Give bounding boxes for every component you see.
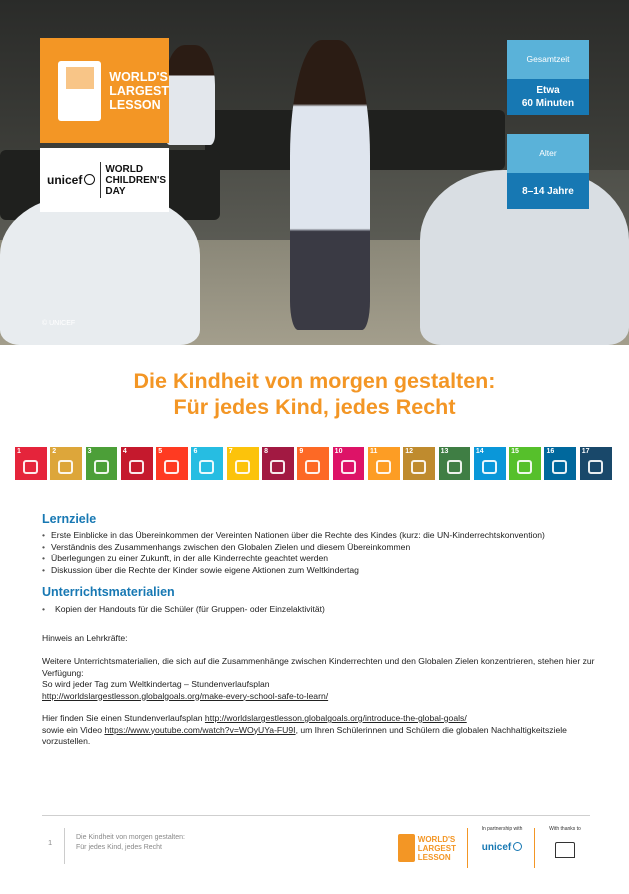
- sdg-pictogram: [199, 460, 214, 474]
- sdg-number: 8: [264, 448, 268, 455]
- sdg-goal-7-icon: [227, 447, 259, 480]
- thanks-label: With thanks to: [549, 826, 581, 832]
- seated-child: [0, 195, 200, 345]
- wcd-text-line: WORLD: [105, 163, 144, 175]
- sdg-icon-row: [15, 447, 612, 480]
- sdg-number: 6: [193, 448, 198, 455]
- logo-text-line: LARGEST: [417, 843, 456, 853]
- learning-goals-list: [42, 530, 602, 576]
- lesson-plan-link[interactable]: http://worldslargestlesson.globalgoals.org/make-every-school-safe-to-learn/: [42, 690, 329, 701]
- total-time-value: [507, 79, 589, 115]
- sdg-number: 12: [405, 448, 414, 455]
- sdg-goal-15-icon: [509, 447, 541, 480]
- logo-text-line: LESSON: [417, 852, 451, 862]
- sdg-number: 14: [475, 448, 484, 455]
- sdg-goal-9-icon: [297, 447, 329, 480]
- worlds-largest-lesson-logo: [40, 38, 169, 143]
- sdg-pictogram: [23, 460, 38, 474]
- total-time-label: Gesamtzeit: [507, 40, 589, 79]
- logo-text-line: LESSON: [109, 97, 161, 112]
- logo-text-line: WORLD'S: [417, 834, 456, 844]
- list-item: • Überlegungen zu einer Zukunft, in der alle Kinderrechte geachtet werden: [42, 553, 602, 565]
- total-time-box: [507, 40, 589, 115]
- sdg-pictogram: [517, 460, 532, 474]
- sdg-number: 3: [87, 448, 92, 455]
- unicef-globe-icon: [84, 174, 95, 185]
- page-number: 1: [48, 838, 53, 847]
- materials-list: [42, 604, 602, 616]
- wcd-text-line: CHILDREN'S: [105, 174, 167, 186]
- footer-title-line: Für jedes Kind, jedes Recht: [76, 844, 162, 851]
- footer-divider: [64, 828, 65, 864]
- age-label: Alter: [507, 134, 589, 173]
- sdg-pictogram: [270, 460, 285, 474]
- seated-child: [165, 45, 215, 145]
- unicef-wordmark: unicef: [47, 173, 95, 187]
- sdg-goal-13-icon: [439, 447, 471, 480]
- wcd-text-line: DAY: [105, 185, 126, 197]
- book-icon: [398, 834, 415, 862]
- sdg-number: 10: [334, 448, 343, 455]
- sdg-pictogram: [305, 460, 320, 474]
- sdg-goal-6-icon: [191, 447, 223, 480]
- page-title: [0, 368, 629, 420]
- global-goals-paragraph: [42, 713, 602, 748]
- book-icon: [58, 61, 101, 121]
- footer-unesco-logo: [542, 826, 588, 858]
- video-link[interactable]: https://www.youtube.com/watch?v=WOyUYa-FU9I: [104, 724, 296, 735]
- footer-logo-divider: [467, 828, 468, 868]
- title-line: Für jedes Kind, jedes Recht: [173, 395, 456, 419]
- sdg-pictogram: [94, 460, 109, 474]
- lesson-content: [42, 512, 602, 748]
- sdg-goal-11-icon: [368, 447, 400, 480]
- sdg-number: 15: [511, 448, 519, 455]
- sdg-number: 4: [122, 448, 127, 455]
- sdg-goal-8-icon: [262, 447, 294, 480]
- sdg-number: 16: [546, 448, 555, 455]
- age-value: 8–14 Jahre: [507, 173, 589, 209]
- title-line: Die Kindheit von morgen gestalten:: [133, 369, 496, 393]
- paragraph-text: sowie ein Video: [42, 724, 105, 735]
- unicef-world-childrens-day-logo: [40, 148, 169, 212]
- list-item: • Diskussion über die Rechte der Kinder sowie eigene Aktionen zum Weltkindertag: [42, 565, 602, 577]
- sdg-pictogram: [447, 460, 462, 474]
- partnership-label: In partnership with: [481, 826, 523, 832]
- logo-divider: [100, 162, 101, 198]
- materials-heading: Unterrichtsmaterialien: [42, 585, 175, 599]
- sdg-pictogram: [588, 460, 603, 474]
- unicef-globe-icon: [513, 842, 522, 851]
- list-item: • Verständnis des Zusammenhangs zwischen den Globalen Zielen und diesem Übereinkommen: [42, 542, 602, 554]
- sdg-goal-16-icon: [544, 447, 576, 480]
- paragraph-text: , um Ihren Schülerinnen und Schülern die globalen Nachhaltigkeitsziele vorzustellen.: [42, 724, 567, 746]
- unicef-wordmark: unicef: [477, 842, 527, 853]
- sdg-goal-2-icon: [50, 447, 82, 480]
- teacher-note-paragraph: Weitere Unterrichtsmaterialien, die sich auf die Zusammenhänge zwischen Kinderrechten und den Globalen Zielen konzentrieren, stehen hier zur Verfügung:: [42, 656, 595, 678]
- sdg-pictogram: [341, 460, 356, 474]
- sdg-goal-12-icon: [403, 447, 435, 480]
- sdg-pictogram: [411, 460, 426, 474]
- sdg-number: 9: [299, 448, 304, 455]
- standing-child: [290, 40, 370, 330]
- sdg-pictogram: [129, 460, 144, 474]
- footer-logo-divider: [534, 828, 535, 868]
- sdg-number: 1: [17, 448, 21, 455]
- sdg-number: 17: [581, 448, 590, 455]
- sdg-number: 13: [440, 448, 449, 455]
- photo-copyright: © UNICEF: [42, 320, 76, 327]
- unesco-temple-icon: [555, 842, 575, 858]
- footer-title: [76, 833, 185, 853]
- sdg-number: 7: [228, 448, 233, 455]
- footer-title-line: Die Kindheit von morgen gestalten:: [76, 834, 185, 841]
- learning-goals-heading: Lernziele: [42, 512, 97, 526]
- list-item: • Erste Einblicke in das Übereinkommen der Vereinten Nationen über die Rechte des Kindes (kurz: die UN-Kinderrechtskonvention): [42, 530, 602, 542]
- sdg-pictogram: [376, 460, 391, 474]
- teacher-note-heading: Hinweis an Lehrkräfte:: [42, 632, 128, 643]
- sdg-pictogram: [58, 460, 73, 474]
- sdg-goal-14-icon: [474, 447, 506, 480]
- sdg-number: 2: [52, 448, 57, 455]
- total-time-value-line: 60 Minuten: [521, 98, 575, 109]
- sdg-pictogram: [552, 460, 567, 474]
- footer-wll-logo: [398, 824, 456, 872]
- age-box: [507, 134, 589, 209]
- sdg-pictogram: [235, 460, 250, 474]
- lesson-plan-link-title[interactable]: So wird jeder Tag zum Weltkindertag – Stundenverlaufsplan: [42, 679, 270, 689]
- logo-text-line: WORLD'S: [109, 69, 168, 84]
- paragraph-text: Hier finden Sie einen Stundenverlaufsplan: [42, 713, 205, 723]
- sdg-goal-17-icon: [580, 447, 612, 480]
- list-item: • Kopien der Handouts für die Schüler (für Gruppen- oder Einzelaktivität): [42, 604, 602, 616]
- sdg-goal-5-icon: [156, 447, 188, 480]
- sdg-goal-4-icon: [121, 447, 153, 480]
- sdg-pictogram: [482, 460, 497, 474]
- logo-text-line: LARGEST: [109, 83, 169, 98]
- total-time-value-line: Etwa: [536, 85, 560, 96]
- sdg-number: 11: [369, 448, 378, 455]
- sdg-pictogram: [164, 460, 179, 474]
- sdg-number: 5: [158, 448, 163, 455]
- page-footer: [42, 815, 590, 876]
- sdg-goal-1-icon: [15, 447, 47, 480]
- footer-unicef-logo: [477, 826, 527, 853]
- global-goals-link[interactable]: http://worldslargestlesson.globalgoals.org/introduce-the-global-goals/: [204, 713, 467, 723]
- sdg-goal-3-icon: [86, 447, 118, 480]
- sdg-goal-10-icon: [333, 447, 365, 480]
